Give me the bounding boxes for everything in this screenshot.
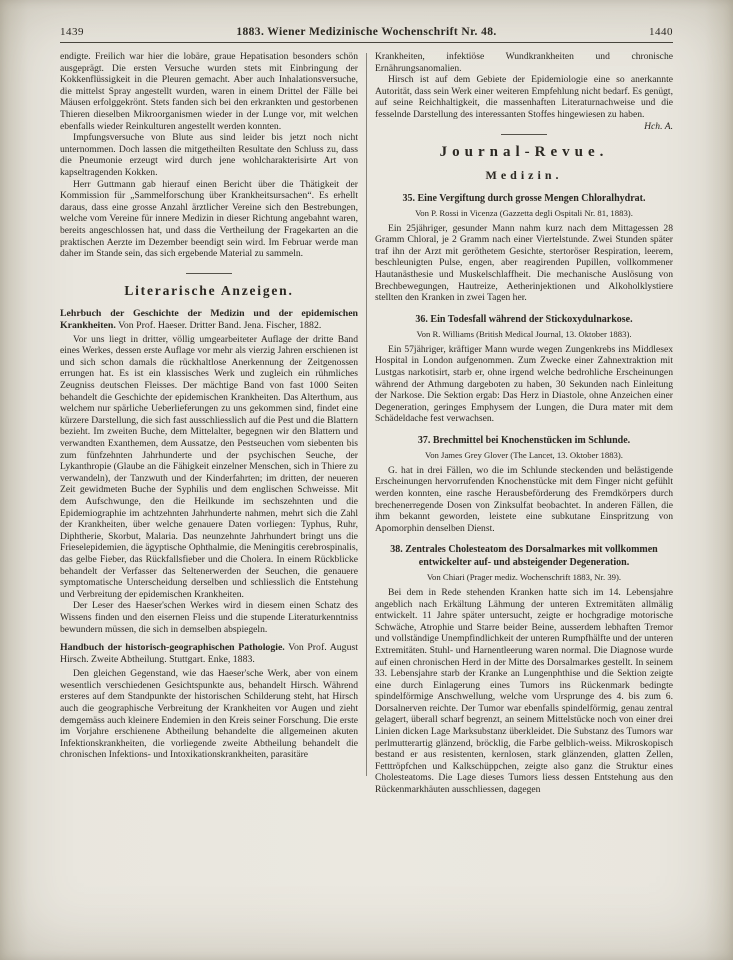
article-title: 35. Eine Vergiftung durch grosse Mengen Chloralhydrat. [402, 192, 646, 204]
article [375, 544, 673, 795]
review-imprint: Von Prof. Haeser. Dritter Band. Jena. Fischer, 1882. [118, 319, 322, 331]
article [375, 435, 673, 535]
article-body: G. hat in drei Fällen, wo die im Schlunde steckenden und belästigende Erscheinungen hervorrufenden Knochenstücke mit dem Finger nicht gefühlt werden konnten, eine rasche Herausbeförderung des Fremdkörpers durch brechenerregende Dosen von Zinksulfat beobachtet. In anderen Fällen, die ihm bekannt geworden, leistete eine subkutane Einspritzung von Apomorphin denselben Dienst. [375, 464, 673, 534]
review-imprint: Von Prof. August Hirsch. Zweite Abtheilung. Stuttgart. Enke, 1883. [60, 642, 359, 666]
paragraph-text: Hirsch ist auf dem Gebiete der Epidemiologie eine so anerkannte Autorität, dass sein Werk einer weiteren Empfehlung nicht bedarf. Es genügt, auf seine Reichhaltigkeit, die massenhaften Literaturnachweise und die fesselnde Darstellung des interessanten Stoffes hingewiesen zu haben. [375, 74, 673, 120]
review-title-block [60, 308, 358, 332]
article [375, 314, 673, 425]
header-rule [60, 42, 673, 43]
section-heading-literarische-anzeigen: Literarische Anzeigen. [124, 282, 294, 298]
paragraph: Der Leser des Haeser'schen Werkes wird in diesem einen Schatz des Wissens finden und den eisernen Fleiss und die stupende Literaturkenntniss bewundern müssen, die sich in demselben abspiegeln. [60, 600, 358, 635]
reviewer-signature: Hch. A. [644, 120, 673, 132]
right-column [375, 51, 673, 796]
section-divider-rule [186, 273, 232, 274]
column-divider [366, 53, 367, 776]
article-body: Bei dem in Rede stehenden Kranken hatte sich im 14. Lebensjahre angeblich nach Erkältung Lähmung der unteren Extremitäten allmälig entwickelt. 11 Jahre später untersucht, zeigte er hochgradige motorische Schwäche, Atrophie und Starre beider Beine, ausserdem lebhaften Tremor und vollständige Unempfindlichkeit der unteren Rumpfhälfte und der unteren Extremitäten. Stuhl- und Harnentleerung waren normal. Die Diagnose wurde auf einen chronischen Herd in der Mitte des Dorsalmarkes gestellt. In seinem 33. Lebensjahre starb der Kranke an Lungenphthise und die Sektion zeigte eine durch Einlagerung eines Tumors ins Rückenmark bedingte spindelförmige Anschwellung, welche vom Ursprunge des 4. bis zum 6. Dorsalnerven reichte. Der Tumor war ebenfalls spindelförmig, genau zentral gelagert, überall scharf begrenzt, an seinem Mittelstücke noch von einer drei Linien dicken Lage Marksubstanz überkleidet. Die Substanz des Tumors war perlmutterartig glänzend, bröcklig, die Farbe gelblich-weiss. Mikroskopisch bestand er aus resistenten, kernlosen, stark glänzenden, glatten Zellen, Fetttröpfchen und Kalkschüppchen, zeigte also ganz die Struktur eines Cholesteatoms. Die Lage dieses Tumors liess dessen Entstehung aus den Rückenmarkhäuten ausschliessen, dagegen [375, 586, 673, 796]
article-byline: Von R. Williams (British Medical Journal, 13. Oktober 1883). [416, 329, 632, 340]
subsection-heading-medizin: Medizin. [485, 167, 563, 182]
article-title: 37. Brechmittel bei Knochenstücken im Schlunde. [417, 434, 631, 446]
article [375, 193, 673, 304]
article-byline: Von Chiari (Prager mediz. Wochenschrift 1883, Nr. 39). [426, 572, 622, 583]
article-body: Ein 25jähriger, gesunder Mann nahm kurz nach dem Mittagessen 28 Gramm Chloral, je 2 Gramm nach einer Viertelstunde. Zwei Stunden später traf ihn der Arzt mit geröthetem Gesichte, stertoröser Respiration, leerem, beschleunigten Pulse, engen, aber reagirenden Pupillen, vollkommener Hautanästhesie und Muskelschlaffheit. Die mechanische Auslösung von Brechbewegungen, Hautreize, Aetherinjektionen und Alkoholklystiere stellten den Kranken in zwei Tagen her. [375, 222, 673, 304]
review-book-title: Handbuch der historisch-geographischen Pathologie. [60, 642, 285, 654]
section-divider-rule [501, 134, 547, 135]
paragraph: Vor uns liegt in dritter, völlig umgearbeiteter Auflage der dritte Band eines Werkes, dessen erste Auflage vor mehr als vierzig Jahren erschienen ist und sich schon damals die rückhaltlose Anerkennung der Zeitgenossen errungen hat. Es ist ein klassisches Werk und zugleich ein rühmliches Zeugniss deutschen Fleisses. Der mächtige Band von fast 1000 Seiten behandelt die Geschichte der epidemischen Krankheiten. Das Alterthum, aus welchem nur spärliche Ueberlieferungen zu uns gekommen sind, findet eine kürzere Darstellung, die sich fast ausschliesslich auf die Pest und die Blattern bezieht. Im zweiten Buche, dem Mittelalter, begegnen wir den Blattern und verwandten Exanthemen, dem Aussatze, den Pestseuchen vom siebenten bis zum fünfzehnten Jahrhunderte und der psychischen Seuche, der Lykanthropie (Glaube an die Fähigkeit einzelner Menschen, sich in Thiere zu verwandeln), der Tanzwuth und der Kinderfahrten; im dritten, der neueren Zeit gewidmeten Buche der Syphilis und dem englischen Schweisse. Mit dem Aufschwunge, den die Heilkunde im sechszehnten und die Epidemiographie im achtzehnten Jahrhunderte nahmen, mehrt sich die Zahl der Krankheiten, über welche genauere Daten vorliegen: Typhus, Ruhr, Diphtherie, Skorbut, Malaria. Das neunzehnte Jahrhundert bringt uns die Frieselepidemien, die ägyptische Ophthalmie, die Meningitis cerebrospinalis, das gelbe Fieber, das Rückfallsfieber und die Cholera. In einem Rückblicke behandelt der Verfasser das Seltenerwerden der Seuchen, die genauere symptomatische Unterscheidung derselben und schliesslich die Entstehung und Verbreitung der epidemischen Krankheiten. [60, 333, 358, 600]
paragraph: Den gleichen Gegenstand, wie das Haeser'sche Werk, aber von einem wesentlich verschiedenen Gesichtspunkte aus, behandelt Hirsch. Während ersteres auf dem Standpunkte der historischen Schilderung steht, hat Hirsch auch die geographische Verbreitung der Krankheiten vor Augen und zieht demgemäss auch kleinere Endemien in den Kreis seiner Forschung. Die erste im Vorjahre erschienene Abtheilung behandelte die allgemeinen akuten Infektionskrankheiten, die vorliegende zweite Abtheilung behandelt die chronischen Infektions- und Intoxikationskrankheiten, parasitäre [60, 668, 358, 761]
paragraph: Herr Guttmann gab hierauf einen Bericht über die Thätigkeit der Kommission für „Sammelforschung über Krankheitsursachen“. Es erhellt daraus, dass eine grosse Anzahl ärztlicher Vereine sich den Bestrebungen, welche vom Vereine für innere Medizin in dieser Richtung angebahnt waren, bereits angeschlossen hat, und dass die Vertheilung der Fragekarten an die praktischen Aerzte im Dezember beendigt sein wird. Im Februar werde man daher im Stande sein, das sich ergebende Material zu sammeln. [60, 178, 358, 260]
article-title: 38. Zentrales Cholesteatom des Dorsalmarkes mit vollkommen entwickelter auf- und absteigender Degeneration. [390, 544, 658, 568]
paragraph: endigte. Freilich war hier die lobäre, graue Hepatisation besonders schön ausgeprägt. Die ersten Versuche wurden stets mit Einbringung der Kokkenflüssigkeit in die Pleuren gemacht. Aber auch Inhalationsversuche, die mittelst Spray angestellt wurden, waren in einem Drittel der Fälle bei Mäusen erfolggekrönt. Stets fanden sich bei den erkrankten und gestorbenen Thieren dieselben Mikroorganismen wieder in der Lunge vor, mit welchen ebenfalls wieder Reinkulturen angestellt werden konnten. [60, 51, 358, 132]
paragraph [375, 74, 673, 132]
two-column-body [60, 51, 673, 796]
page-number-right: 1440 [649, 26, 673, 38]
paragraph: Impfungsversuche von Blute aus sind leider bis jetzt noch nicht unternommen. Doch lassen die mitgetheilten Resultate den Schluss zu, dass die Pneumonie erzeugt wird durch jene wohlcharakterisirte Art von kapseltragenden Kokken. [60, 132, 358, 178]
article-byline: Von P. Rossi in Vicenza (Gazzetta degli Ospitali Nr. 81, 1883). [415, 208, 633, 219]
review-book-title: Lehrbuch der Geschichte der Medizin und der epidemischen Krankheiten. [60, 307, 358, 331]
article-body: Ein 57jähriger, kräftiger Mann wurde wegen Zungenkrebs ins Middlesex Hospital in London aufgenommen. Zum Zwecke einer Zahnextraktion mit Lustgas narkotisirt, starb er, ohne irgend welche bedrohliche Erscheinungen während der Athmung dargeboten zu haben, 30 Sekunden nach Einleitung der Narkose. Die Sektion ergab: Das Herz in Diastole, ohne Anzeichen einer Degeneration, geringes Emphysem der Lungen, die Dura mater mit dem Schädeldache fest verwachsen. [375, 343, 673, 425]
left-column [60, 51, 358, 796]
page-header [60, 26, 673, 38]
article-byline: Von James Grey Glover (The Lancet, 13. Oktober 1883). [425, 450, 623, 461]
review-title-block [60, 642, 358, 666]
section-heading-journal-revue: Journal-Revue. [439, 143, 609, 160]
page-number-left: 1439 [60, 26, 84, 38]
paragraph: Krankheiten, infektiöse Wundkrankheiten und chronische Ernährungsanomalien. [375, 51, 673, 74]
journal-title: 1883. Wiener Medizinische Wochenschrift Nr. 48. [236, 26, 497, 38]
article-title: 36. Ein Todesfall während der Stickoxydulnarkose. [415, 313, 633, 325]
